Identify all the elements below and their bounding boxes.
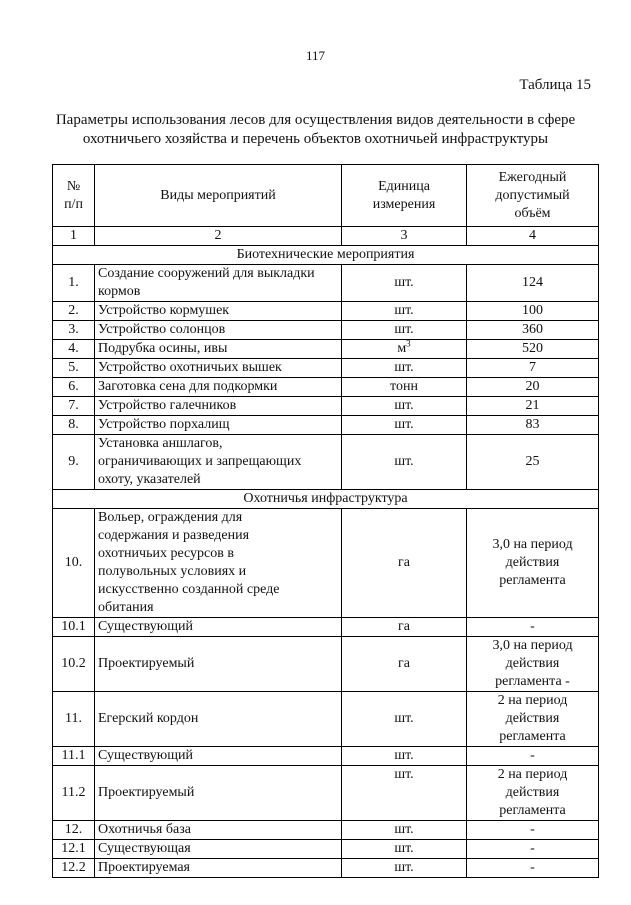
row-name: Создание сооружений для выкладки кормов xyxy=(95,265,342,302)
row-name: Проектируемый xyxy=(95,637,342,692)
row-unit: шт. xyxy=(342,265,467,302)
row-num: 2. xyxy=(53,302,95,321)
table-caption: Таблица 15 xyxy=(519,77,591,93)
header-row xyxy=(53,165,599,227)
row-unit: га xyxy=(342,509,467,618)
column-number-row xyxy=(53,227,599,246)
row-unit: шт. xyxy=(342,302,467,321)
header-unit: Единица измерения xyxy=(342,165,467,227)
table-row xyxy=(53,378,599,397)
section-heading-biotech: Биотехнические мероприятия xyxy=(53,246,599,265)
row-value: - xyxy=(467,821,599,840)
section-row xyxy=(53,246,599,265)
table-row xyxy=(53,859,599,878)
row-value: 3,0 на период действия регламента xyxy=(467,509,599,618)
section-heading-infrastructure: Охотничья инфраструктура xyxy=(53,490,599,509)
table-row xyxy=(53,692,599,747)
row-name: Устройство охотничьих вышек xyxy=(95,359,342,378)
row-name: Вольер, ограждения для содержания и разведения охотничьих ресурсов в полувольных условиях и искусственно созданной среде обитания xyxy=(95,509,342,618)
row-value: - xyxy=(467,747,599,766)
row-unit: шт. xyxy=(342,416,467,435)
header-activity: Виды мероприятий xyxy=(95,165,342,227)
row-unit: шт. xyxy=(342,859,467,878)
column-number: 1 xyxy=(53,227,95,246)
table-row xyxy=(53,618,599,637)
row-name: Устройство солонцов xyxy=(95,321,342,340)
table-row xyxy=(53,637,599,692)
row-num: 11. xyxy=(53,692,95,747)
table-row xyxy=(53,821,599,840)
row-value: 2 на период действия регламента xyxy=(467,766,599,821)
table-row xyxy=(53,766,599,821)
row-unit: шт. xyxy=(342,397,467,416)
row-num: 3. xyxy=(53,321,95,340)
row-name: Проектируемый xyxy=(95,766,342,821)
table-row xyxy=(53,265,599,302)
row-num: 4. xyxy=(53,340,95,359)
row-num: 7. xyxy=(53,397,95,416)
row-unit: шт. xyxy=(342,766,467,821)
row-name: Подрубка осины, ивы xyxy=(95,340,342,359)
row-name: Устройство галечников xyxy=(95,397,342,416)
row-num: 10.1 xyxy=(53,618,95,637)
table-row xyxy=(53,321,599,340)
row-num: 11.2 xyxy=(53,766,95,821)
column-number: 3 xyxy=(342,227,467,246)
title-line-2: охотничьего хозяйства и перечень объектов охотничьей инфраструктуры xyxy=(82,131,549,147)
row-value: 7 xyxy=(467,359,599,378)
parameters-table xyxy=(52,164,599,878)
row-unit: шт. xyxy=(342,747,467,766)
row-value: 21 xyxy=(467,397,599,416)
row-unit: тонн xyxy=(342,378,467,397)
row-num: 11.1 xyxy=(53,747,95,766)
row-num: 12.2 xyxy=(53,859,95,878)
row-name: Егерский кордон xyxy=(95,692,342,747)
row-value: 360 xyxy=(467,321,599,340)
row-unit: шт. xyxy=(342,840,467,859)
row-name: Существующая xyxy=(95,840,342,859)
row-name: Охотничья база xyxy=(95,821,342,840)
row-value: 100 xyxy=(467,302,599,321)
table-row xyxy=(53,509,599,618)
row-num: 12. xyxy=(53,821,95,840)
row-name: Существующий xyxy=(95,618,342,637)
row-value: - xyxy=(467,618,599,637)
column-number: 4 xyxy=(467,227,599,246)
row-name: Заготовка сена для подкормки xyxy=(95,378,342,397)
table-row xyxy=(53,359,599,378)
document-title xyxy=(40,111,591,149)
row-name: Установка аншлагов, ограничивающих и запрещающих охоту, указателей xyxy=(95,435,342,490)
section-row xyxy=(53,490,599,509)
row-num: 6. xyxy=(53,378,95,397)
row-unit: га xyxy=(342,618,467,637)
row-unit: шт. xyxy=(342,692,467,747)
row-num: 12.1 xyxy=(53,840,95,859)
row-name: Устройство порхалищ xyxy=(95,416,342,435)
column-number: 2 xyxy=(95,227,342,246)
row-value: 20 xyxy=(467,378,599,397)
table-row xyxy=(53,840,599,859)
row-num: 10.2 xyxy=(53,637,95,692)
row-num: 10. xyxy=(53,509,95,618)
table-row xyxy=(53,302,599,321)
row-name: Существующий xyxy=(95,747,342,766)
row-num: 1. xyxy=(53,265,95,302)
row-unit: шт. xyxy=(342,359,467,378)
table-row xyxy=(53,435,599,490)
table-row xyxy=(53,397,599,416)
header-num: № п/п xyxy=(53,165,95,227)
row-name: Проектируемая xyxy=(95,859,342,878)
row-num: 9. xyxy=(53,435,95,490)
page-number: 117 xyxy=(305,48,326,63)
row-value: 124 xyxy=(467,265,599,302)
row-value: 2 на период действия регламента xyxy=(467,692,599,747)
row-value: 3,0 на период действия регламента - xyxy=(467,637,599,692)
row-unit: $м^3$ xyxy=(342,340,467,359)
title-line-1: Параметры использования лесов для осуществления видов деятельности в сфере xyxy=(55,112,576,128)
table-row xyxy=(53,747,599,766)
row-num: 8. xyxy=(53,416,95,435)
header-volume: Ежегодный допустимый объём xyxy=(467,165,599,227)
row-unit: шт. xyxy=(342,321,467,340)
row-unit: га xyxy=(342,637,467,692)
row-value: 83 xyxy=(467,416,599,435)
row-value: - xyxy=(467,859,599,878)
row-num: 5. xyxy=(53,359,95,378)
row-value: 520 xyxy=(467,340,599,359)
row-value: - xyxy=(467,840,599,859)
row-unit: шт. xyxy=(342,821,467,840)
row-value: 25 xyxy=(467,435,599,490)
row-name: Устройство кормушек xyxy=(95,302,342,321)
row-unit: шт. xyxy=(342,435,467,490)
table-row xyxy=(53,340,599,359)
table-row xyxy=(53,416,599,435)
